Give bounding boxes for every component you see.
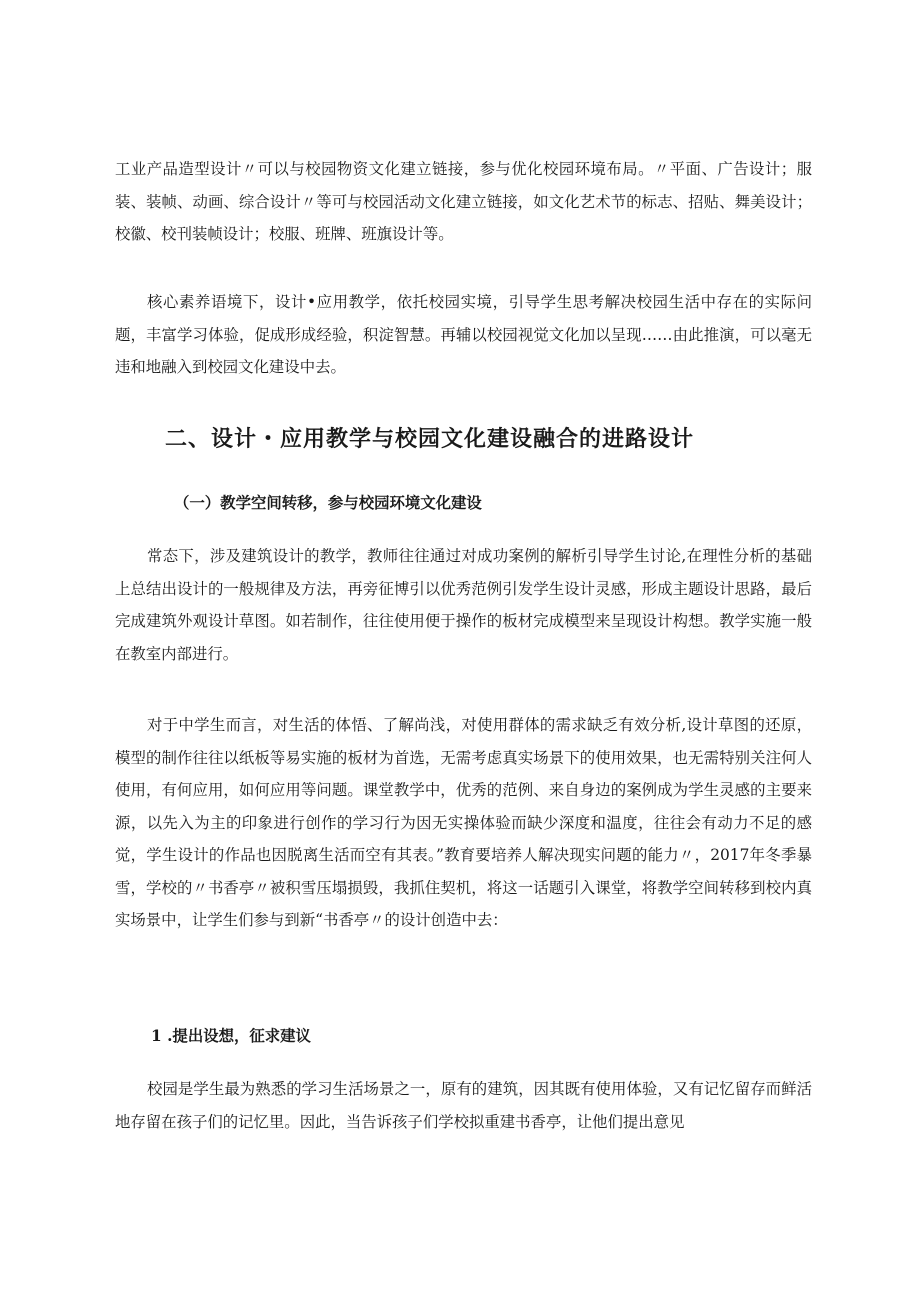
paragraph-1: 工业产品造型设计〃可以与校园物资文化建立链接，参与优化校园环境布局。〃平面、广告设计；服装、装帧、动画、综合设计〃等可与校园活动文化建立链接，如文化艺术节的标志、招贴、舞美设计；校徽、校刊装帧设计；校服、班牌、班旗设计等。: [115, 160, 812, 243]
subsection-heading: （一）教学空间转移，参与校园环境文化建设: [174, 494, 482, 512]
paragraph-4: 对于中学生而言，对生活的体悟、了解尚浅，对使用群体的需求缺乏有效分析,设计草图的还原，模型的制作往往以纸板等易实施的板材为首选，无需考虑真实场景下的使用效果，也无需特别关注何人使用，有何应用，如何应用等问题。课堂教学中，优秀的范例、来自身边的案例成为学生灵感的主要来源，以先入为主的印象进行创作的学习行为因无实操体验而缺少深度和温度，往往会有动力不足的感觉，学生设计的作品也因脱离生活而空有其表。”教育要培养人解决现实问题的能力〃，2017年冬季暴雪，学校的〃书香亭〃被积雪压塌损毁，我抓住契机，将这一话题引入课堂，将教学空间转移到校内真实场景中，让学生们参与到新“书香亭〃的设计创造中去：: [115, 716, 812, 929]
paragraph-3: 常态下，涉及建筑设计的教学，教师往往通过对成功案例的解析引导学生讨论,在理性分析的基础上总结出设计的一般规律及方法，再旁征博引以优秀范例引发学生设计灵感，形成主题设计思路，最后完成建筑外观设计草图。如若制作，往往使用便于操作的板材完成模型来呈现设计构想。教学实施一般在教室内部进行。: [115, 547, 812, 663]
item-heading: 1 .提出设想，征求建议: [151, 1027, 311, 1045]
paragraph-2: 核心素养语境下，设计•应用教学，依托校园实境，引导学生思考解决校园生活中存在的实际问题，丰富学习体验，促成形成经验，积淀智慧。再辅以校园视觉文化加以呈现……由此推演，可以毫无违和地融入到校园文化建设中去。: [115, 293, 812, 376]
paragraph-5: 校园是学生最为熟悉的学习生活场景之一，原有的建筑，因其既有使用体验，又有记忆留存而鲜活地存留在孩子们的记忆里。因此，当告诉孩子们学校拟重建书香亭，让他们提出意见: [115, 1080, 812, 1131]
section-heading: 二、设计・应用教学与校园文化建设融合的进路设计: [165, 426, 695, 452]
